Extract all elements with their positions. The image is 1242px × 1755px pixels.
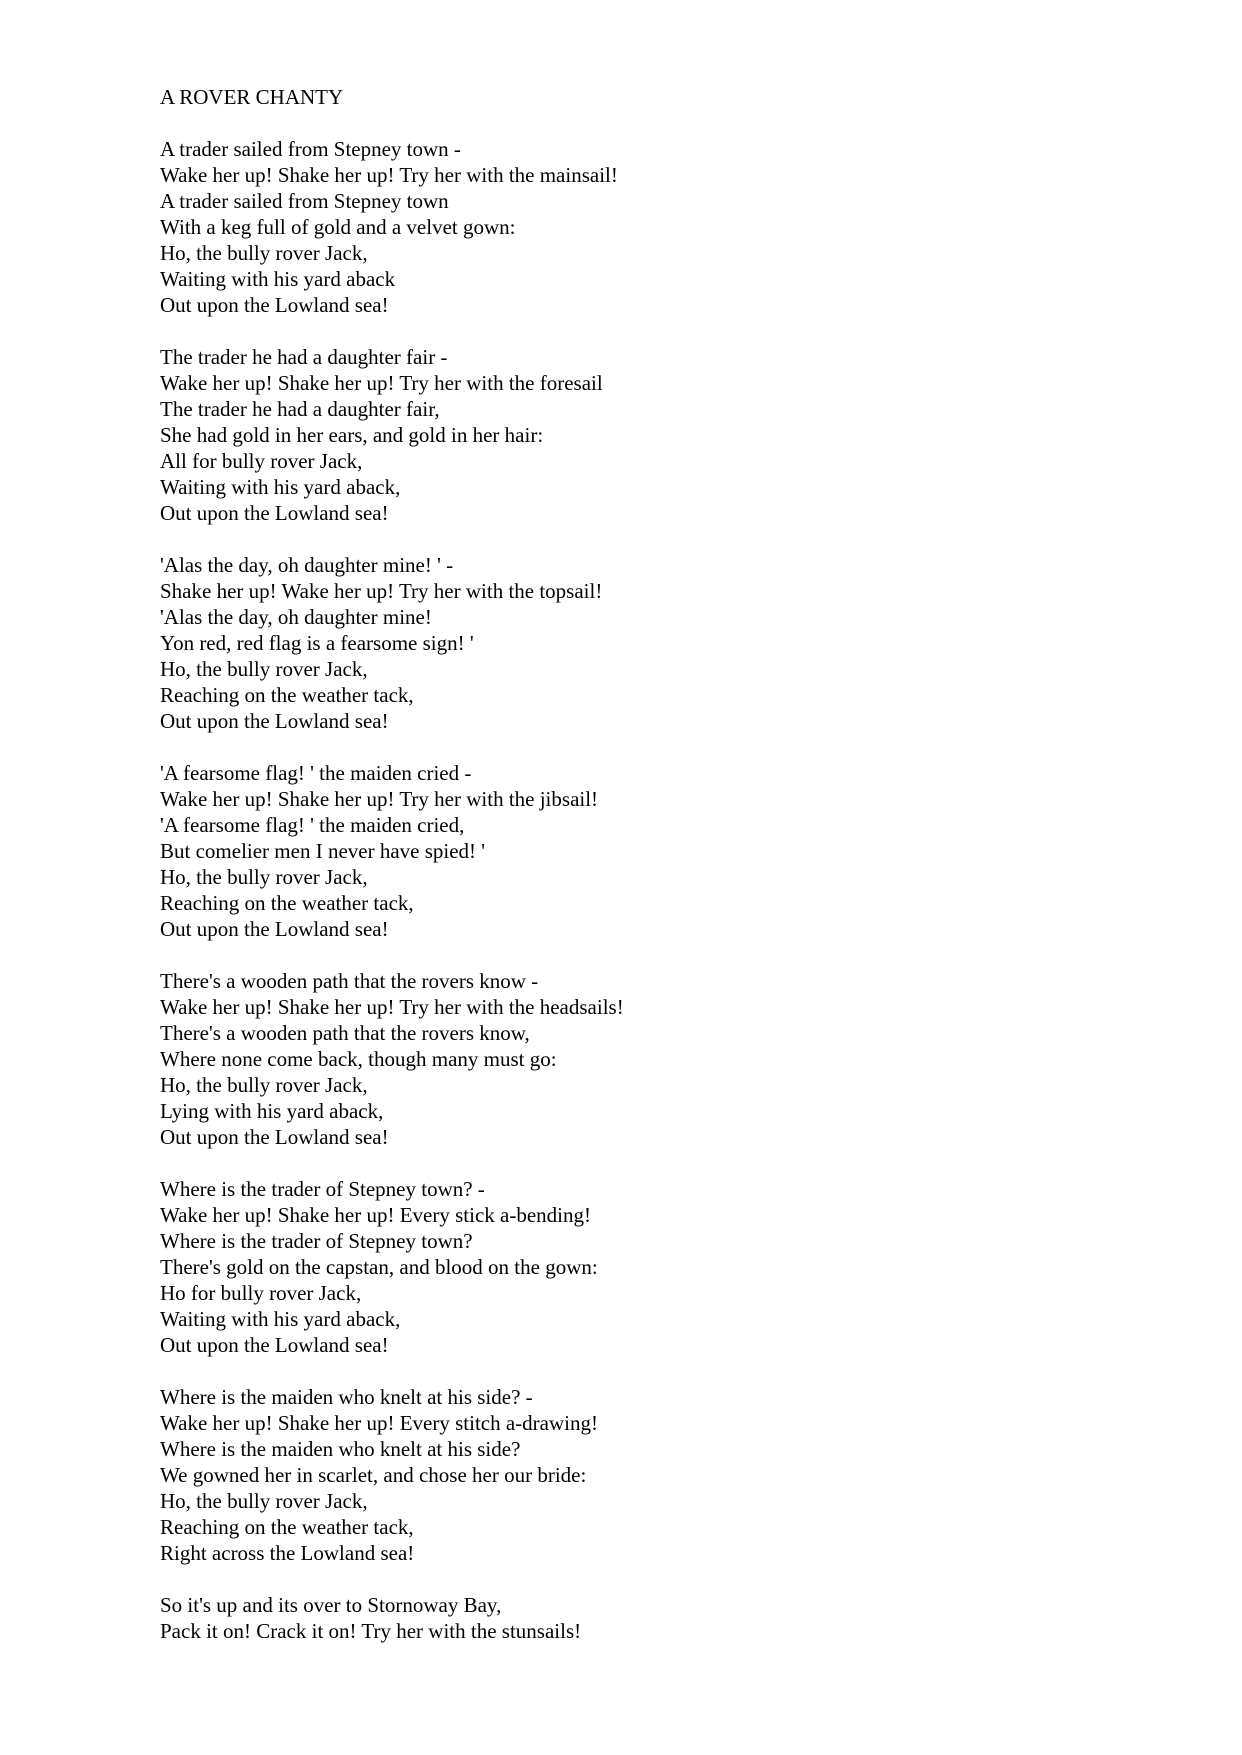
poem-line: A trader sailed from Stepney town - bbox=[160, 137, 461, 161]
poem-line: 'Alas the day, oh daughter mine! ' - bbox=[160, 553, 454, 577]
poem-line: So it's up and its over to Stornoway Bay, bbox=[160, 1593, 502, 1617]
poem-line: Ho, the bully rover Jack, bbox=[160, 865, 368, 889]
stanza-4 bbox=[160, 760, 1160, 942]
poem-line: With a keg full of gold and a velvet gown: bbox=[160, 215, 516, 239]
poem-line: There's a wooden path that the rovers know, bbox=[160, 1021, 530, 1045]
poem-line: Out upon the Lowland sea! bbox=[160, 293, 389, 317]
stanza-3 bbox=[160, 552, 1160, 734]
poem-line: But comelier men I never have spied! ' bbox=[160, 839, 486, 863]
poem-line: Where is the maiden who knelt at his side? - bbox=[160, 1385, 533, 1409]
poem-line: Where none come back, though many must go: bbox=[160, 1047, 557, 1071]
stanza-7 bbox=[160, 1384, 1160, 1566]
document-page bbox=[160, 84, 1160, 1670]
poem-line: Where is the trader of Stepney town? bbox=[160, 1229, 473, 1253]
poem-line: Ho, the bully rover Jack, bbox=[160, 1073, 368, 1097]
poem-line: Yon red, red flag is a fearsome sign! ' bbox=[160, 631, 474, 655]
poem-line: 'A fearsome flag! ' the maiden cried - bbox=[160, 761, 472, 785]
poem-line: Wake her up! Shake her up! Every stick a-bending! bbox=[160, 1203, 591, 1227]
poem-line: A trader sailed from Stepney town bbox=[160, 189, 449, 213]
poem-line: 'Alas the day, oh daughter mine! bbox=[160, 605, 432, 629]
poem-line: Wake her up! Shake her up! Try her with the foresail bbox=[160, 371, 603, 395]
poem-line: Ho for bully rover Jack, bbox=[160, 1281, 362, 1305]
poem-line: Out upon the Lowland sea! bbox=[160, 501, 389, 525]
poem-line: Out upon the Lowland sea! bbox=[160, 709, 389, 733]
stanza-8 bbox=[160, 1592, 1160, 1644]
poem-line: There's gold on the capstan, and blood on the gown: bbox=[160, 1255, 598, 1279]
poem-line: Out upon the Lowland sea! bbox=[160, 1333, 389, 1357]
poem-line: Lying with his yard aback, bbox=[160, 1099, 384, 1123]
stanza-1 bbox=[160, 136, 1160, 318]
poem-line: Wake her up! Shake her up! Every stitch a-drawing! bbox=[160, 1411, 598, 1435]
poem-line: Wake her up! Shake her up! Try her with the mainsail! bbox=[160, 163, 618, 187]
poem-line: Ho, the bully rover Jack, bbox=[160, 657, 368, 681]
poem-line: Pack it on! Crack it on! Try her with the stunsails! bbox=[160, 1619, 582, 1643]
poem-line: Wake her up! Shake her up! Try her with the jibsail! bbox=[160, 787, 599, 811]
poem-line: Waiting with his yard aback, bbox=[160, 1307, 401, 1331]
poem-line: All for bully rover Jack, bbox=[160, 449, 363, 473]
poem-title: A ROVER CHANTY bbox=[160, 85, 344, 109]
stanza-5 bbox=[160, 968, 1160, 1150]
poem-line: She had gold in her ears, and gold in her hair: bbox=[160, 423, 544, 447]
stanza-6 bbox=[160, 1176, 1160, 1358]
poem-line: Reaching on the weather tack, bbox=[160, 683, 414, 707]
poem-line: Where is the maiden who knelt at his side? bbox=[160, 1437, 521, 1461]
poem-line: Waiting with his yard aback, bbox=[160, 475, 401, 499]
poem-line: There's a wooden path that the rovers know - bbox=[160, 969, 539, 993]
poem-line: Reaching on the weather tack, bbox=[160, 1515, 414, 1539]
poem-line: Waiting with his yard aback bbox=[160, 267, 396, 291]
poem-line: The trader he had a daughter fair, bbox=[160, 397, 440, 421]
poem-line: Shake her up! Wake her up! Try her with the topsail! bbox=[160, 579, 603, 603]
stanza-2 bbox=[160, 344, 1160, 526]
poem-line: Ho, the bully rover Jack, bbox=[160, 241, 368, 265]
poem-line: Out upon the Lowland sea! bbox=[160, 1125, 389, 1149]
poem-line: Ho, the bully rover Jack, bbox=[160, 1489, 368, 1513]
poem-line: Right across the Lowland sea! bbox=[160, 1541, 415, 1565]
poem-line: We gowned her in scarlet, and chose her our bride: bbox=[160, 1463, 587, 1487]
poem-line: Where is the trader of Stepney town? - bbox=[160, 1177, 485, 1201]
poem-line: Out upon the Lowland sea! bbox=[160, 917, 389, 941]
poem-line: Wake her up! Shake her up! Try her with the headsails! bbox=[160, 995, 624, 1019]
poem-line: Reaching on the weather tack, bbox=[160, 891, 414, 915]
poem-line: The trader he had a daughter fair - bbox=[160, 345, 448, 369]
poem-line: 'A fearsome flag! ' the maiden cried, bbox=[160, 813, 465, 837]
